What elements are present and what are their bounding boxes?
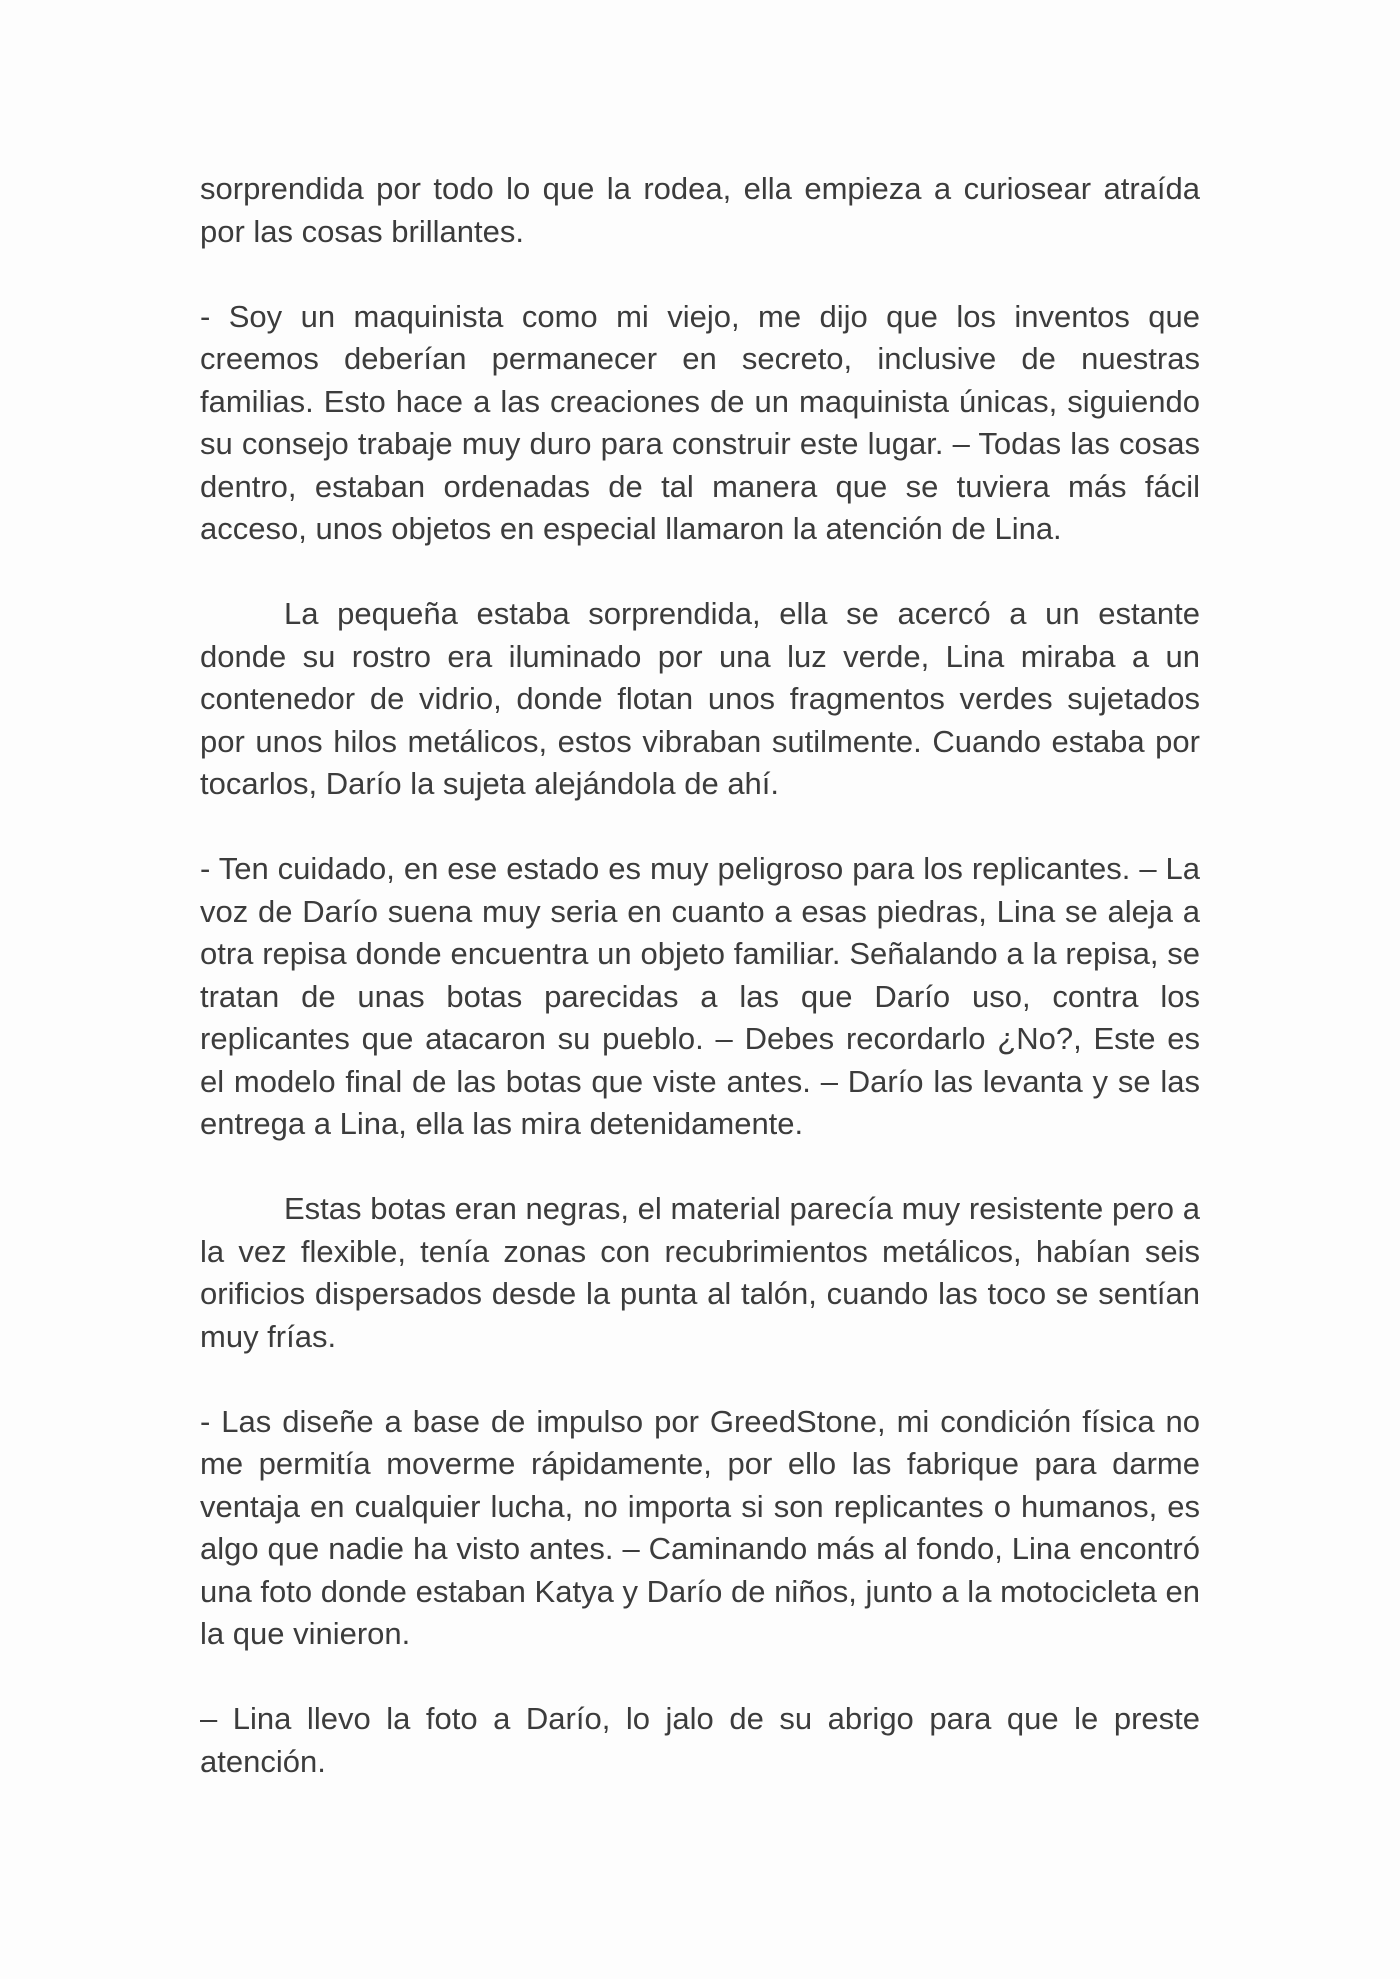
paragraph-7: – Lina llevo la foto a Darío, lo jalo de su abrigo para que le preste atención. bbox=[200, 1701, 1200, 1779]
paragraph-6: - Las diseñe a base de impulso por GreedStone, mi condición física no me permitía moverme rápidamente, por ello las fabrique para darme ventaja en cualquier lucha, no importa si son replicantes o humanos, es algo que nadie ha visto antes. – Caminando más al fondo, Lina encontró una foto donde estaban Katya y Darío de niños, junto a la motocicleta en la que vinieron. bbox=[200, 1403, 1200, 1651]
paragraph-2: - Soy un maquinista como mi viejo, me dijo que los inventos que creemos deberían permanecer en secreto, inclusive de nuestras familias. Esto hace a las creaciones de un maquinista únicas, siguiendo su consejo trabaje muy duro para construir este lugar. – Todas las cosas dentro, estaban ordenadas de tal manera que se tuviera más fácil acceso, unos objetos en especial llamaron la atención de Lina. bbox=[200, 298, 1200, 546]
paragraph-5: Estas botas eran negras, el material parecía muy resistente pero a la vez flexible, tenía zonas con recubrimientos metálicos, habían seis orificios dispersados desde la punta al talón, cuando las toco se sentían muy frías. bbox=[200, 1191, 1200, 1354]
paragraph-3: La pequeña estaba sorprendida, ella se acercó a un estante donde su rostro era iluminado por una luz verde, Lina miraba a un contenedor de vidrio, donde flotan unos fragmentos verdes sujetados por unos hilos metálicos, estos vibraban sutilmente. Cuando estaba por tocarlos, Darío la sujeta alejándola de ahí. bbox=[200, 596, 1200, 801]
paragraph-4: - Ten cuidado, en ese estado es muy peligroso para los replicantes. – La voz de Darío suena muy seria en cuanto a esas piedras, Lina se aleja a otra repisa donde encuentra un objeto familiar. Señalando a la repisa, se tratan de unas botas parecidas a las que Darío uso, contra los replicantes que atacaron su pueblo. – Debes recordarlo ¿No?, Este es el modelo final de las botas que viste antes. – Darío las levanta y se las entrega a Lina, ella las mira detenidamente. bbox=[200, 851, 1200, 1141]
paragraph-1: sorprendida por todo lo que la rodea, ella empieza a curiosear atraída por las cosas brillantes. bbox=[200, 171, 1200, 249]
body-text bbox=[200, 168, 1200, 1826]
